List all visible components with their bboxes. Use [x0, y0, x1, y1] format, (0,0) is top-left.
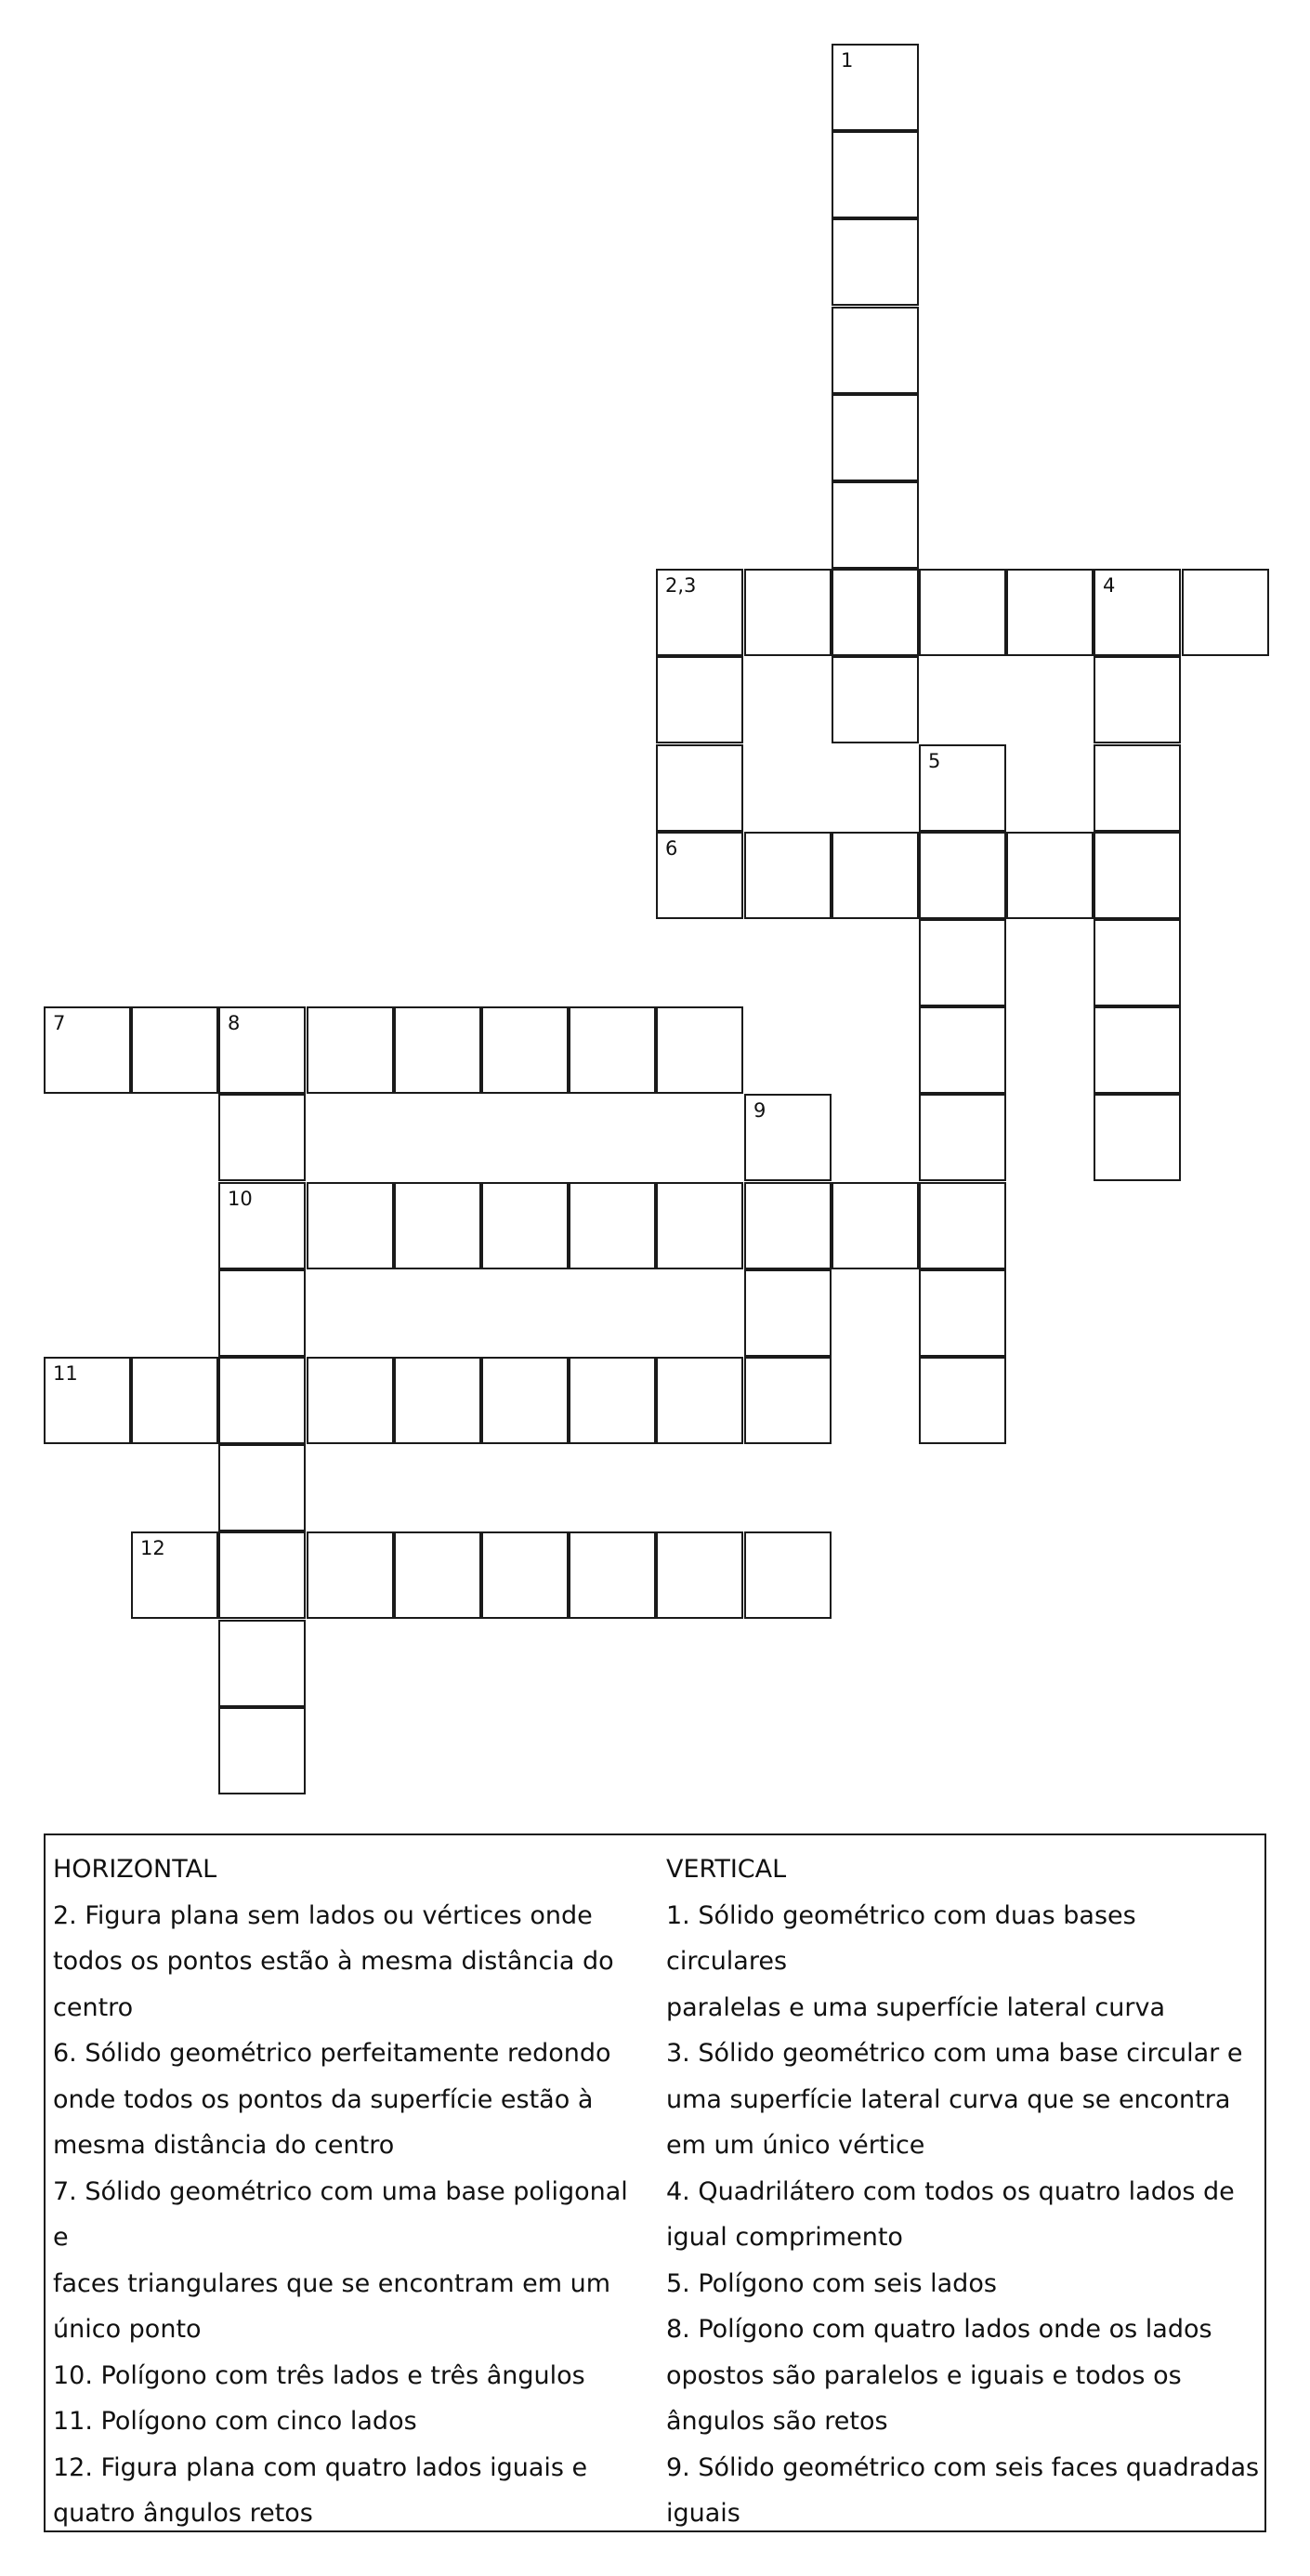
crossword-cell[interactable] — [131, 1006, 218, 1094]
clue-line: 8. Polígono com quatro lados onde os lados — [666, 2315, 1212, 2344]
clue-number: 7 — [53, 1012, 66, 1034]
crossword-cell[interactable] — [832, 44, 919, 131]
clue-line: 5. Polígono com seis lados — [666, 2268, 997, 2298]
clue-line: centro — [53, 1992, 134, 2022]
crossword-cell[interactable] — [307, 1531, 394, 1619]
crossword-cell[interactable] — [569, 1006, 656, 1094]
crossword-cell[interactable] — [1094, 656, 1181, 743]
crossword-cell[interactable] — [919, 1006, 1006, 1094]
clue-line: 11. Polígono com cinco lados — [53, 2407, 417, 2436]
clue-line: igual comprimento — [666, 2223, 903, 2252]
crossword-cell[interactable] — [919, 1182, 1006, 1269]
crossword-cell[interactable] — [481, 1357, 569, 1444]
crossword-cell[interactable] — [1006, 832, 1094, 919]
crossword-cell[interactable] — [1094, 1006, 1181, 1094]
crossword-cell[interactable] — [569, 1357, 656, 1444]
crossword-cell[interactable] — [1094, 569, 1181, 656]
crossword-cell[interactable] — [218, 1006, 306, 1094]
horizontal-clues — [53, 1847, 648, 2537]
crossword-cell[interactable] — [481, 1182, 569, 1269]
crossword-cell[interactable] — [832, 218, 919, 306]
crossword-cell[interactable] — [218, 1182, 306, 1269]
crossword-cell[interactable] — [919, 1094, 1006, 1181]
crossword-cell[interactable] — [1094, 919, 1181, 1006]
crossword-cell[interactable] — [832, 832, 919, 919]
clue-number: 10 — [228, 1188, 253, 1210]
crossword-cell[interactable] — [394, 1182, 481, 1269]
crossword-cell[interactable] — [919, 1357, 1006, 1444]
clue-number: 8 — [228, 1012, 241, 1034]
clue-line: 10. Polígono com três lados e três ângulos — [53, 2360, 585, 2390]
clue-line: 4. Quadrilátero com todos os quatro lados de — [666, 2176, 1235, 2206]
crossword-cell[interactable] — [218, 1357, 306, 1444]
clue-line: iguais — [666, 2499, 740, 2528]
crossword-cell[interactable] — [832, 394, 919, 481]
clue-number: 11 — [53, 1362, 78, 1385]
crossword-cell[interactable] — [656, 1182, 743, 1269]
crossword-cell[interactable] — [131, 1531, 218, 1619]
clue-line: todos os pontos estão à mesma distância do — [53, 1947, 614, 1976]
crossword-cell[interactable] — [832, 656, 919, 743]
crossword-cell[interactable] — [656, 744, 743, 832]
crossword-cell[interactable] — [919, 1269, 1006, 1357]
crossword-cell[interactable] — [307, 1357, 394, 1444]
clue-number: 1 — [841, 49, 854, 72]
crossword-cell[interactable] — [656, 1357, 743, 1444]
crossword-cell[interactable] — [744, 1269, 832, 1357]
crossword-cell[interactable] — [744, 1531, 832, 1619]
crossword-cell[interactable] — [832, 307, 919, 394]
clue-line: uma superfície lateral curva que se encontra — [666, 2084, 1231, 2114]
clue-number: 6 — [665, 837, 678, 860]
clue-line: 1. Sólido geométrico com duas bases circulares — [666, 1900, 1136, 1976]
crossword-cell[interactable] — [656, 656, 743, 743]
crossword-cell[interactable] — [218, 1531, 306, 1619]
crossword-cell[interactable] — [919, 919, 1006, 1006]
crossword-cell[interactable] — [394, 1006, 481, 1094]
crossword-cell[interactable] — [832, 481, 919, 569]
crossword-cell[interactable] — [744, 569, 832, 656]
clue-line: 9. Sólido geométrico com seis faces quadradas — [666, 2452, 1260, 2482]
crossword-cell[interactable] — [656, 832, 743, 919]
crossword-cell[interactable] — [832, 1182, 919, 1269]
crossword-cell[interactable] — [1006, 569, 1094, 656]
crossword-cell[interactable] — [832, 131, 919, 218]
vertical-title: VERTICAL — [666, 1855, 787, 1884]
clue-number: 12 — [140, 1537, 165, 1559]
clue-line: paralelas e uma superfície lateral curva — [666, 1992, 1166, 2022]
crossword-cell[interactable] — [394, 1357, 481, 1444]
crossword-cell[interactable] — [218, 1707, 306, 1794]
crossword-cell[interactable] — [744, 1094, 832, 1181]
crossword-cell[interactable] — [656, 1006, 743, 1094]
clue-line: mesma distância do centro — [53, 2131, 395, 2160]
clue-line: 2. Figura plana sem lados ou vértices onde — [53, 1900, 593, 1930]
crossword-cell[interactable] — [919, 744, 1006, 832]
clue-line: ângulos são retos — [666, 2407, 888, 2436]
crossword-cell[interactable] — [218, 1444, 306, 1531]
horizontal-title: HORIZONTAL — [53, 1855, 217, 1884]
crossword-cell[interactable] — [919, 832, 1006, 919]
crossword-cell[interactable] — [131, 1357, 218, 1444]
clue-number: 9 — [753, 1099, 766, 1122]
crossword-cell[interactable] — [1094, 832, 1181, 919]
crossword-cell[interactable] — [744, 832, 832, 919]
clue-number: 5 — [928, 750, 941, 772]
crossword-cell[interactable] — [1094, 1094, 1181, 1181]
clue-line: faces triangulares que se encontram em um — [53, 2268, 610, 2298]
clue-line: em um único vértice — [666, 2131, 925, 2160]
crossword-cell[interactable] — [44, 1357, 131, 1444]
crossword-cell[interactable] — [394, 1531, 481, 1619]
crossword-cell[interactable] — [1182, 569, 1269, 656]
clue-line: 3. Sólido geométrico com uma base circular e — [666, 2039, 1243, 2068]
clue-line: 7. Sólido geométrico com uma base poligonal e — [53, 2176, 628, 2252]
clue-line: 12. Figura plana com quatro lados iguais e — [53, 2452, 588, 2482]
crossword-cell[interactable] — [569, 1531, 656, 1619]
clue-line: opostos são paralelos e iguais e todos os — [666, 2360, 1182, 2390]
clue-number: 4 — [1103, 574, 1116, 597]
clue-line: único ponto — [53, 2315, 202, 2344]
crossword-cell[interactable] — [656, 1531, 743, 1619]
crossword-cell[interactable] — [307, 1182, 394, 1269]
crossword-cell[interactable] — [481, 1006, 569, 1094]
crossword-cell[interactable] — [1094, 744, 1181, 832]
crossword-cell[interactable] — [569, 1182, 656, 1269]
crossword-cell[interactable] — [218, 1094, 306, 1181]
clues-box — [44, 1833, 1266, 2532]
clue-number: 2,3 — [665, 574, 697, 597]
clue-line: quatro ângulos retos — [53, 2499, 313, 2528]
crossword-cell[interactable] — [218, 1620, 306, 1707]
crossword-cell[interactable] — [481, 1531, 569, 1619]
vertical-clues — [666, 1847, 1261, 2537]
crossword-cell[interactable] — [832, 569, 919, 656]
clue-line: 6. Sólido geométrico perfeitamente redondo — [53, 2039, 611, 2068]
crossword-cell[interactable] — [919, 569, 1006, 656]
crossword-cell[interactable] — [44, 1006, 131, 1094]
crossword-cell[interactable] — [307, 1006, 394, 1094]
crossword-cell[interactable] — [218, 1269, 306, 1357]
crossword-cell[interactable] — [744, 1182, 832, 1269]
clue-line: onde todos os pontos da superfície estão à — [53, 2084, 594, 2114]
crossword-cell[interactable] — [744, 1357, 832, 1444]
crossword-cell[interactable] — [656, 569, 743, 656]
